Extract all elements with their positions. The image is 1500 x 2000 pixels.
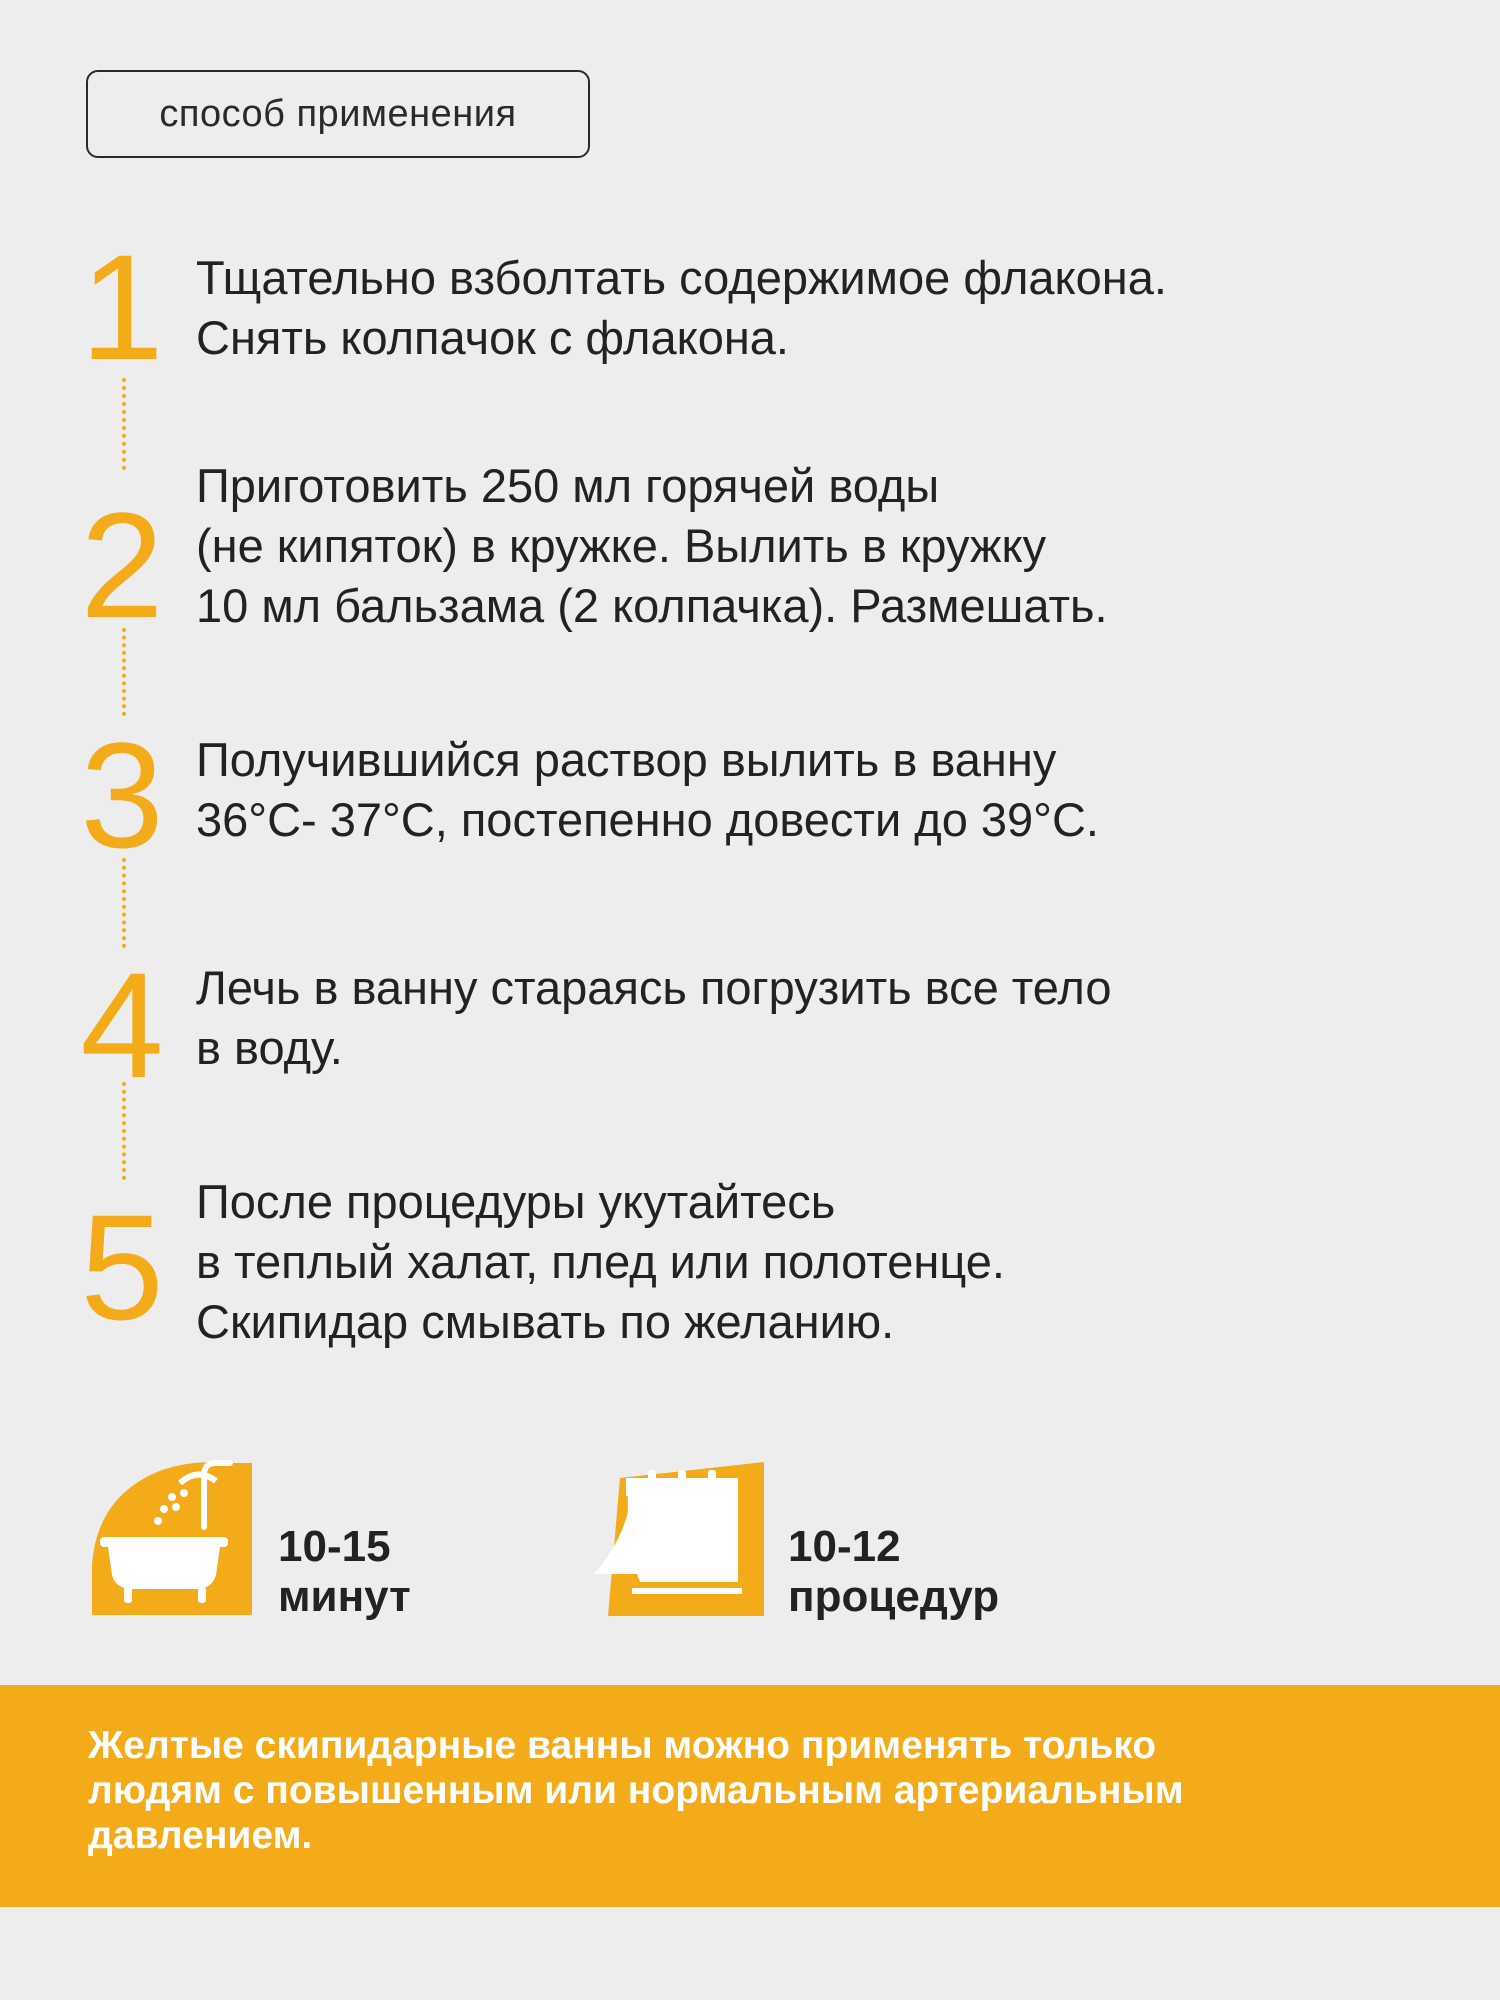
step-2-line-2: (не кипяток) в кружке. Вылить в кружку (196, 519, 1047, 572)
step-text-3 (196, 730, 1396, 850)
step-5-line-1: После процедуры укутайтесь (196, 1175, 836, 1228)
step-2-line-1: Приготовить 250 мл горячей воды (196, 459, 940, 512)
warning-line-3: давлением. (88, 1814, 313, 1857)
step-3-line-2: 36°С- 37°С, постепенно довести до 39°С. (196, 793, 1099, 846)
course-unit: процедур (788, 1572, 1000, 1621)
step-4-line-2: в воду. (196, 1021, 343, 1074)
course-info (788, 1522, 999, 1622)
step-3-line-1: Получившийся раствор вылить в ванну (196, 733, 1057, 786)
step-2-line-3: 10 мл бальзама (2 колпачка). Размешать. (196, 579, 1108, 632)
step-connector (122, 1082, 126, 1180)
step-number-5: 5 (80, 1183, 164, 1351)
warning-text (88, 1723, 1448, 1858)
section-badge: способ применения (86, 70, 590, 158)
duration-unit: минут (278, 1572, 411, 1621)
bathtub-icon (92, 1455, 262, 1615)
step-1-line-2: Снять колпачок с флакона. (196, 311, 789, 364)
step-text-5 (196, 1172, 1396, 1352)
step-1-line-1: Тщательно взболтать содержимое флакона. (196, 251, 1167, 304)
step-number-1: 1 (80, 223, 164, 391)
step-connector (122, 858, 126, 948)
step-text-1 (196, 248, 1396, 368)
step-connector (122, 628, 126, 716)
warning-line-1: Желтые скипидарные ванны можно применять только (88, 1724, 1157, 1767)
step-5-line-3: Скипидар смывать по желанию. (196, 1295, 895, 1348)
step-number-3: 3 (80, 711, 164, 879)
step-number-2: 2 (80, 481, 164, 649)
step-5-line-2: в теплый халат, плед или полотенце. (196, 1235, 1005, 1288)
step-number-4: 4 (80, 941, 164, 1109)
warning-banner (0, 1685, 1500, 1907)
duration-info (278, 1522, 411, 1622)
warning-line-2: людям с повышенным или нормальным артериальным (88, 1769, 1184, 1812)
calendar-icon (592, 1458, 772, 1616)
step-4-line-1: Лечь в ванну стараясь погрузить все тело (196, 961, 1112, 1014)
step-text-2 (196, 456, 1396, 636)
course-value: 10-12 (788, 1522, 901, 1571)
step-text-4 (196, 958, 1396, 1078)
duration-value: 10-15 (278, 1522, 391, 1571)
step-connector (122, 378, 126, 470)
